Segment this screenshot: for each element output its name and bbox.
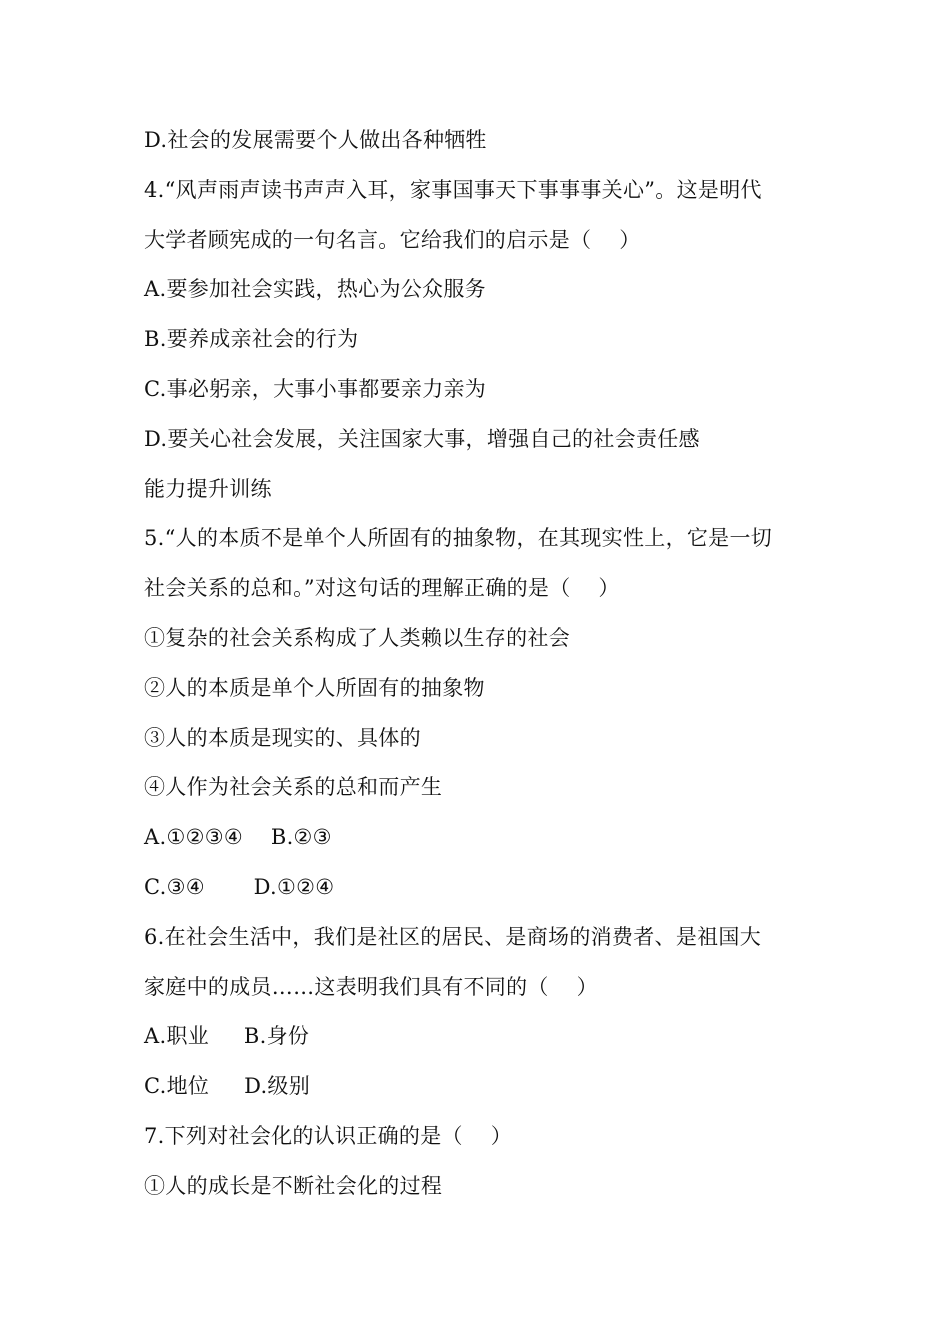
question-4-stem-line-2: 大学者顾宪成的一句名言。它给我们的启示是（ ） [144, 227, 641, 252]
question-5-statement-1: ①复杂的社会关系构成了人类赖以生存的社会 [144, 625, 570, 650]
question-6-options-ab: A.职业 B.身份 [144, 1024, 310, 1049]
question-6-stem-line-1: 6.在社会生活中，我们是社区的居民、是商场的消费者、是祖国大 [144, 924, 762, 949]
question-7-statement-1: ①人的成长是不断社会化的过程 [144, 1173, 443, 1198]
question-4-option-d: D.要关心社会发展，关注国家大事，增强自己的社会责任感 [144, 426, 700, 451]
question-4-option-a: A.要参加社会实践，热心为公众服务 [144, 277, 486, 302]
question-5-options-cd: C.③④ D.①②④ [144, 874, 335, 899]
section-heading: 能力提升训练 [144, 476, 272, 501]
question-5-stem-line-1: 5.“人的本质不是单个人所固有的抽象物，在其现实性上，它是一切 [144, 526, 773, 551]
question-4-option-b: B.要养成亲社会的行为 [144, 327, 359, 352]
question-6-stem-line-2: 家庭中的成员……这表明我们具有不同的（ ） [144, 974, 598, 999]
question-5-statement-2: ②人的本质是单个人所固有的抽象物 [144, 675, 485, 700]
question-5-options-ab: A.①②③④ B.②③ [144, 825, 332, 850]
option-4d-prev: D.社会的发展需要个人做出各种牺牲 [144, 128, 487, 152]
question-4-option-c: C.事必躬亲，大事小事都要亲力亲为 [144, 376, 487, 401]
question-5-stem-line-2: 社会关系的总和。”对这句话的理解正确的是（ ） [144, 576, 620, 601]
question-7-stem: 7.下列对社会化的认识正确的是（ ） [144, 1123, 513, 1148]
question-text [144, 116, 824, 1212]
question-6-options-cd: C.地位 D.级别 [144, 1074, 311, 1099]
question-5-statement-4: ④人作为社会关系的总和而产生 [144, 775, 443, 800]
question-4-stem-line-1: 4.“风声雨声读书声声入耳，家事国事天下事事事关心”。这是明代 [144, 177, 762, 202]
question-5-statement-3: ③人的本质是现实的、具体的 [144, 725, 421, 750]
